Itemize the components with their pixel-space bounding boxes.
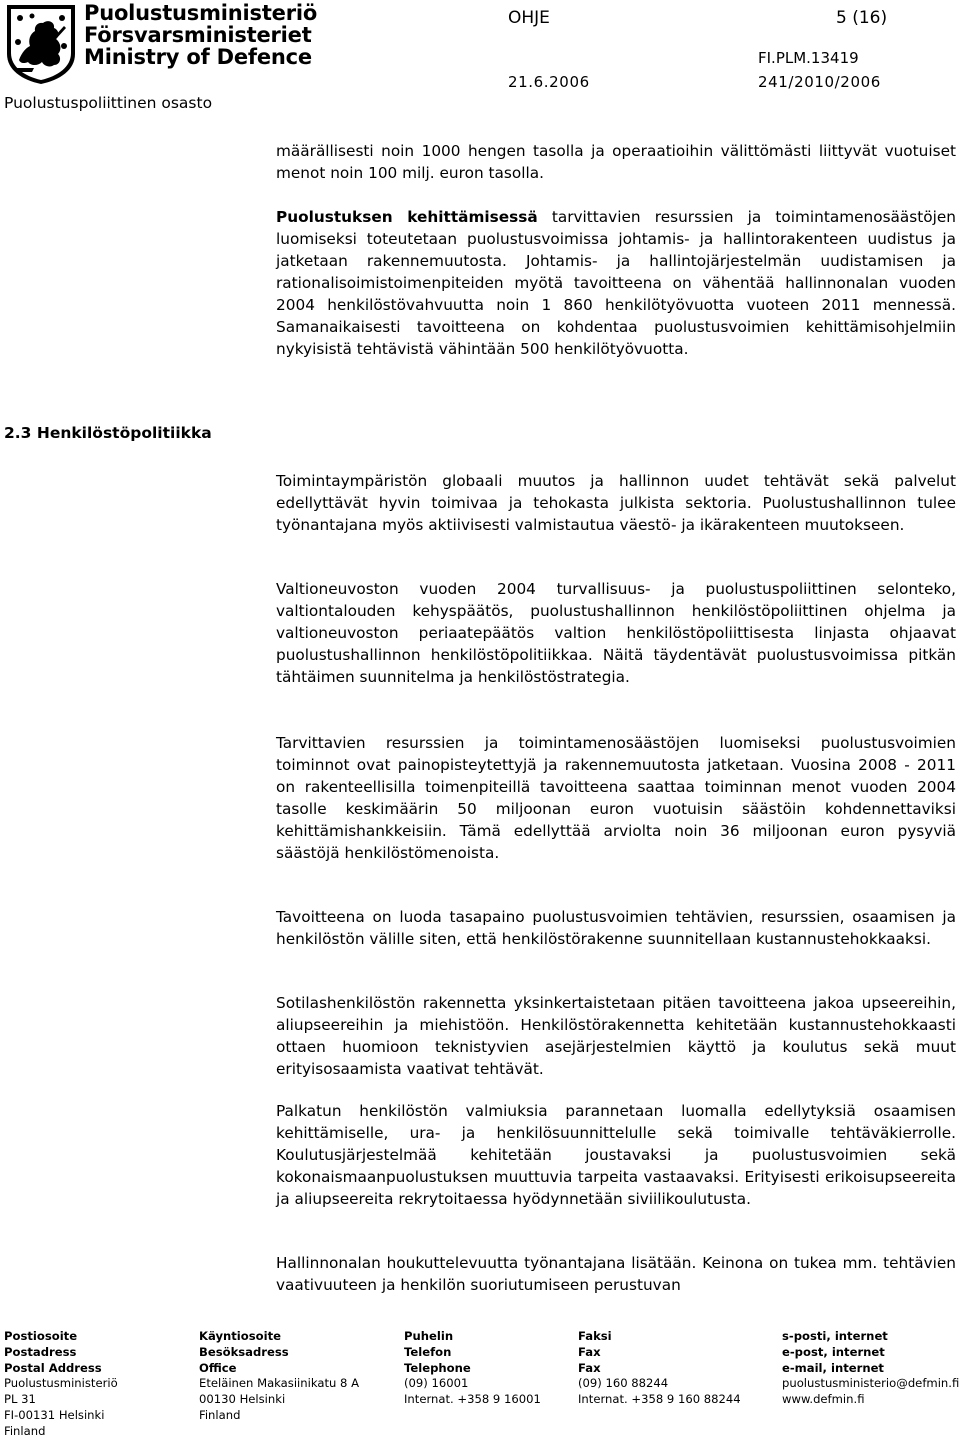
footer-label: Besöksadress <box>199 1344 289 1359</box>
ministry-name <box>84 2 317 68</box>
footer-label: Postadress <box>4 1344 77 1359</box>
paragraph: Toimintaympäristön globaali muutos ja hallinnon uudet tehtävät sekä palvelut edellyttävät hyvin toimivaa ja tehokasta julkista sektoria. Puolustushallinnon tulee työnantajana myös aktiivisesti valmistautua väestö- ja ikärakenteen muutokseen. <box>276 472 956 534</box>
footer-value: 00130 Helsinki <box>199 1392 286 1407</box>
footer-label: Postiosoite <box>4 1329 78 1343</box>
footer-label: Käyntiosoite <box>199 1329 281 1343</box>
document-type: OHJE <box>508 8 550 28</box>
paragraph: Valtioneuvoston vuoden 2004 turvallisuus- ja puolustuspoliittinen selonteko, valtiontalouden kehyspäätös, puolustushallinnon henkilöstöpoliittinen ohjelma ja valtioneuvoston periaatepäätös valtion henkilöstöpoliittisesta linjasta ohjaavat puolustushallinnon henkilöstöpolitiikkaa. Näitä täydentävät puolustusvoimissa pitkän tähtäimen suunnitelma ja henkilöstöstrategia. <box>276 580 956 686</box>
footer-label: e-mail, internet <box>782 1360 884 1375</box>
footer-label: Puhelin <box>404 1329 454 1343</box>
footer-telephone <box>404 1329 541 1408</box>
footer-value: Internat. +358 9 16001 <box>404 1392 541 1407</box>
footer-label: Fax <box>578 1360 601 1375</box>
footer-office-address <box>199 1329 359 1424</box>
paragraph: Palkatun henkilöstön valmiuksia parannetaan luomalla edellytyksiä osaamisen kehittämiselle, ura- ja henkilösuunnittelulle sekä toimivalle tehtäväkierrolle. Koulutusjärjestelmää kehitetään joustavaksi ja puolustusvoimien sekä kokonaismaanpuolustuksen muuttuvia tarpeita vastaavaksi. Erityisesti erikoisupseereita ja aliupseereita rekrytoitaessa hyödynnetään siviilikoulutusta. <box>276 1102 956 1208</box>
section-heading: 2.3 Henkilöstöpolitiikka <box>4 424 212 442</box>
footer-value: (09) 16001 <box>404 1376 469 1391</box>
record-number: 241/2010/2006 <box>758 73 881 91</box>
ministry-name-fi: Puolustusministeriö <box>84 1 318 25</box>
footer-label: s-posti, internet <box>782 1329 888 1343</box>
ministry-name-sv: Försvarsministeriet <box>84 23 312 47</box>
footer-label: e-post, internet <box>782 1344 885 1359</box>
footer-label: Office <box>199 1360 237 1375</box>
paragraph-lead: Puolustuksen kehittämisessä <box>276 208 538 226</box>
footer-value: PL 31 <box>4 1392 36 1407</box>
page-number: 5 (16) <box>836 8 888 28</box>
footer-value: Finland <box>4 1423 46 1438</box>
paragraph: Sotilashenkilöstön rakennetta yksinkertaistetaan pitäen tavoitteena jakoa upseereihin, aliupseereihin ja miehistöön. Henkilöstörakennetta kehitetään kustannustehokkaasti ottaen huomioon teknistyvien asejärjestelmien käyttö ja koulutus sekä muut erityisosaamista vaativat tehtävät. <box>276 994 956 1078</box>
department-name: Puolustuspoliittinen osasto <box>4 94 213 112</box>
footer-website-link[interactable]: www.defmin.fi <box>782 1392 865 1407</box>
document-date: 21.6.2006 <box>508 73 590 91</box>
paragraph: Tarvittavien resurssien ja toimintamenosäästöjen luomiseksi puolustusvoimien toiminnot ovat painopisteytettyjä ja rakennemuutosta jatketaan. Vuosina 2008 - 2011 on rakenteellisilla toimenpiteillä tavoitteena saattaa toiminnan menot vuoden 2004 tasolle keskimäärin 50 miljoonan euron vuotuisin säästöin kohdennettaviksi kehittämishankkeisiin. Tämä edellyttää arviolta noin 36 miljoonan euron pysyviä säästöjä henkilöstömenoista. <box>276 734 956 862</box>
footer-value: Puolustusministeriö <box>4 1376 118 1391</box>
footer-label: Postal Address <box>4 1360 102 1375</box>
paragraph <box>276 206 956 360</box>
paragraph: Hallinnonalan houkuttelevuutta työnantajana lisätään. Keinona on tukea mm. tehtävien vaativuuteen ja henkilön suoriutumiseen perustuvan <box>276 1254 956 1294</box>
paragraph: Tavoitteena on luoda tasapaino puolustusvoimien tehtävien, resurssien, osaamisen ja henkilöstön välille siten, että henkilöstörakenne suunnitellaan kustannustehokkaaksi. <box>276 908 956 948</box>
footer-value: Eteläinen Makasiinikatu 8 A <box>199 1376 360 1391</box>
footer-fax <box>578 1329 741 1408</box>
footer-label: Faksi <box>578 1329 612 1343</box>
paragraph-text: tarvittavien resurssien ja toimintamenosäästöjen luomiseksi toteutetaan puolustusvoimissa johtamis- ja hallintorakenteen uudistus ja jatketaan rakennemuutosta. Johtamis- ja hallintojärjestelmän uudistamisen ja rationalisoimistoimenpiteiden myötä tavoitteena on vähentää hallinnonalan vuoden 2004 henkilöstövahvuutta noin 1 860 henkilötyövuotta vuoteen 2011 mennessä. Samanaikaisesti tavoitteena on kohdentaa puolustusvoimien kehittämisohjelmiin nykyisistä tehtävistä vähintään 500 henkilötyövuotta. <box>276 208 956 358</box>
paragraph-text: määrällisesti noin 1000 hengen tasolla ja operaatioihin välittömästi liittyvät vuotuiset menot noin 100 milj. euron tasolla. <box>276 142 956 182</box>
footer-value: (09) 160 88244 <box>578 1376 669 1391</box>
paragraph <box>276 140 956 184</box>
footer-label: Telephone <box>404 1360 471 1375</box>
finnish-lion-coat-of-arms-icon <box>4 2 78 86</box>
ministry-name-en: Ministry of Defence <box>84 45 312 69</box>
footer-value: Finland <box>199 1407 241 1422</box>
footer-label: Fax <box>578 1344 601 1359</box>
footer-postal-address <box>4 1329 118 1440</box>
footer-value: Internat. +358 9 160 88244 <box>578 1392 741 1407</box>
footer-label: Telefon <box>404 1344 452 1359</box>
footer-value: FI-00131 Helsinki <box>4 1407 105 1422</box>
footer-email-link[interactable]: puolustusministerio@defmin.fi <box>782 1376 960 1391</box>
reference-number: FI.PLM.13419 <box>758 49 859 67</box>
footer-email-internet <box>782 1329 959 1408</box>
